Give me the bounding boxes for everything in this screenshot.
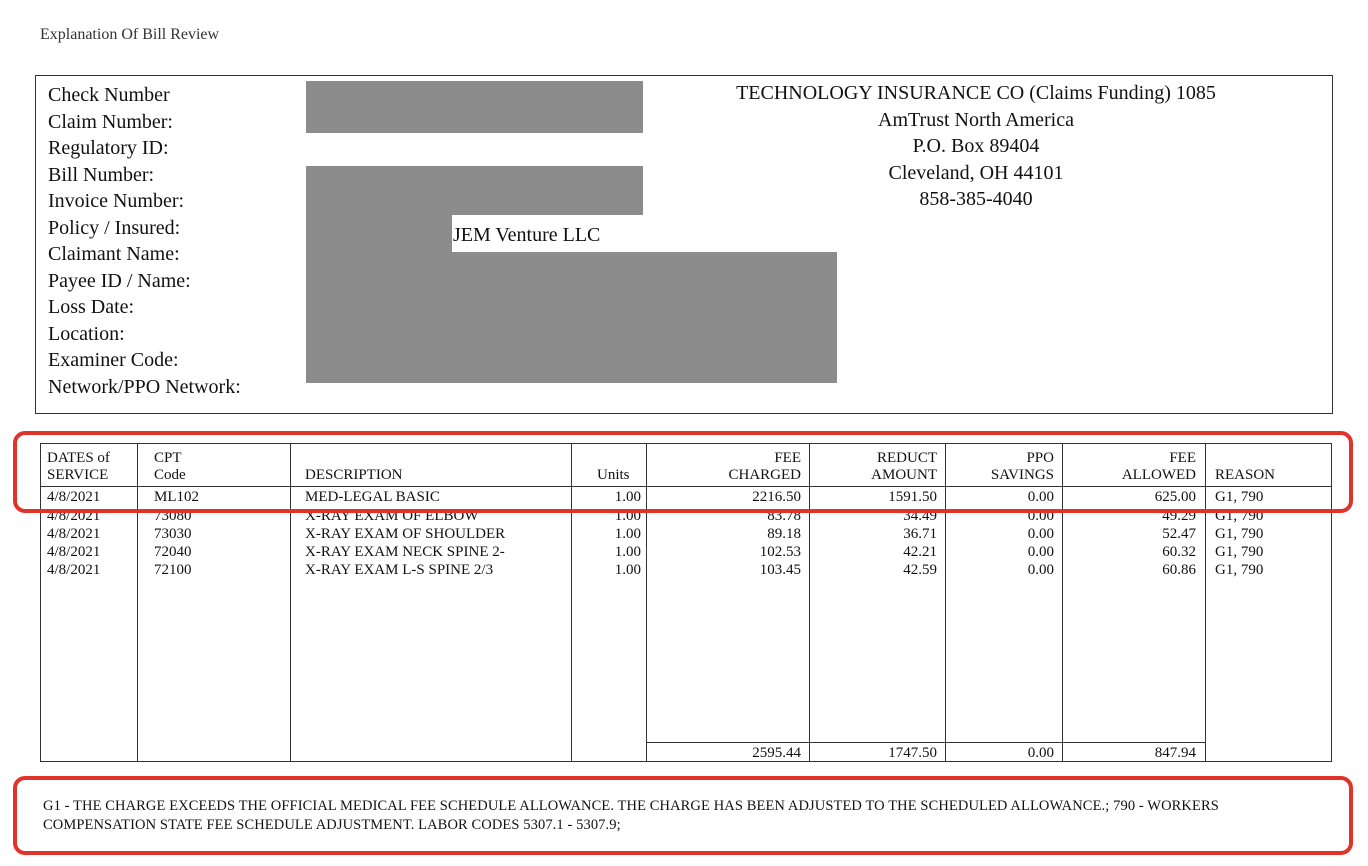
- label-loss-date: Loss Date:: [48, 296, 135, 318]
- cell-fee-charged: 83.78: [767, 508, 801, 524]
- cell-cpt: 72100: [154, 562, 192, 578]
- cell-fee-allowed: 52.47: [1162, 526, 1196, 542]
- label-location: Location:: [48, 322, 125, 345]
- label-bill-number: Bill Number:: [48, 163, 155, 186]
- cell-description: X-RAY EXAM NECK SPINE 2-: [305, 544, 505, 560]
- payer-address: [666, 80, 1286, 213]
- cell-reason: G1, 790: [1215, 544, 1264, 560]
- total-ppo-savings: 0.00: [1027, 745, 1054, 761]
- cell-fee-allowed: 60.32: [1162, 544, 1196, 560]
- cell-reduct-amount: 42.59: [903, 562, 937, 578]
- header-dates-of-service: DATES of SERVICE: [47, 450, 110, 483]
- label-regulatory-id: Regulatory ID:: [48, 137, 169, 159]
- bill-header-box: [35, 75, 1333, 414]
- header-description: DESCRIPTION: [305, 467, 403, 483]
- cell-date: 4/8/2021: [47, 508, 101, 524]
- cell-description: X-RAY EXAM OF SHOULDER: [305, 526, 506, 542]
- total-reduct-amount: 1747.50: [888, 745, 937, 761]
- cell-fee-allowed: 625.00: [1154, 489, 1196, 505]
- payer-city: Cleveland, OH 44101: [888, 161, 1064, 184]
- label-claim-number: Claim Number:: [48, 110, 173, 133]
- payer-company: AmTrust North America: [878, 108, 1074, 131]
- cell-ppo-savings: 0.00: [1027, 526, 1054, 542]
- document-title: Explanation Of Bill Review: [40, 26, 220, 43]
- cell-fee-charged: 2216.50: [752, 489, 801, 505]
- payer-po-box: P.O. Box 89404: [912, 135, 1040, 157]
- table-row: [41, 562, 1331, 578]
- label-policy-insured: Policy / Insured:: [48, 216, 181, 239]
- cell-reason: G1, 790: [1215, 526, 1264, 542]
- header-cpt-code: CPT Code: [154, 450, 186, 483]
- cell-units: 1.00: [614, 526, 641, 542]
- cell-fee-allowed: 49.29: [1162, 508, 1196, 524]
- cell-cpt: 73030: [154, 526, 192, 542]
- payer-name: TECHNOLOGY INSURANCE CO (Claims Funding) 1085: [736, 82, 1216, 104]
- table-row: [41, 544, 1331, 560]
- header-labels: [48, 82, 241, 400]
- cell-reason: G1, 790: [1215, 489, 1264, 505]
- cell-ppo-savings: 0.00: [1027, 489, 1054, 505]
- header-reduct-amount: REDUCT AMOUNT: [871, 450, 937, 483]
- redaction-check-claim: [306, 81, 643, 133]
- label-check-number: Check Number: [48, 84, 170, 106]
- cell-cpt: 72040: [154, 544, 192, 560]
- cell-ppo-savings: 0.00: [1027, 562, 1054, 578]
- cell-ppo-savings: 0.00: [1027, 508, 1054, 524]
- table-row: [41, 526, 1331, 542]
- header-units: Units: [597, 467, 630, 483]
- label-claimant-name: Claimant Name:: [48, 243, 180, 265]
- cell-fee-allowed: 60.86: [1162, 562, 1196, 578]
- cell-cpt: 73080: [154, 508, 192, 524]
- reason-code-explanation: G1 - THE CHARGE EXCEEDS THE OFFICIAL MEDICAL FEE SCHEDULE ALLOWANCE. THE CHARGE HAS BEEN ADJUSTED TO THE SCHEDULED ALLOWANCE.; 790 - WORKERS COMPENSATION STATE FEE SCHEDULE ADJUSTMENT. LABOR CODES 5307.1 - 5307.9;: [43, 798, 1219, 833]
- cell-description: MED-LEGAL BASIC: [305, 489, 440, 505]
- cell-reduct-amount: 42.21: [903, 544, 937, 560]
- total-fee-allowed: 847.94: [1154, 745, 1196, 761]
- cell-date: 4/8/2021: [47, 562, 101, 578]
- cell-fee-charged: 102.53: [759, 544, 801, 560]
- redaction-bill-invoice: [306, 166, 643, 215]
- cell-date: 4/8/2021: [47, 544, 101, 560]
- cell-fee-charged: 89.18: [767, 526, 801, 542]
- cell-units: 1.00: [614, 544, 641, 560]
- cell-reason: G1, 790: [1215, 562, 1264, 578]
- header-fee-charged: FEE CHARGED: [728, 450, 801, 483]
- cell-date: 4/8/2021: [47, 526, 101, 542]
- cell-reduct-amount: 34.49: [903, 508, 937, 524]
- label-network: Network/PPO Network:: [48, 375, 241, 398]
- label-payee: Payee ID / Name:: [48, 269, 191, 292]
- payer-phone: 858-385-4040: [919, 188, 1033, 210]
- cell-ppo-savings: 0.00: [1027, 544, 1054, 560]
- cell-reduct-amount: 1591.50: [888, 489, 937, 505]
- cell-units: 1.00: [614, 508, 641, 524]
- redaction-policy-left: [306, 215, 452, 252]
- redaction-claimant-details: [306, 252, 837, 383]
- policy-insured-value: JEM Venture LLC: [453, 224, 601, 246]
- total-fee-charged: 2595.44: [752, 745, 801, 761]
- highlight-first-row: [13, 431, 1353, 513]
- cell-cpt: ML102: [154, 489, 199, 505]
- header-fee-allowed: FEE ALLOWED: [1121, 450, 1196, 483]
- cell-reduct-amount: 36.71: [903, 526, 937, 542]
- header-reason: REASON: [1215, 467, 1276, 483]
- cell-units: 1.00: [614, 562, 641, 578]
- label-examiner-code: Examiner Code:: [48, 349, 179, 371]
- cell-units: 1.00: [614, 489, 641, 505]
- label-invoice-number: Invoice Number:: [48, 190, 185, 212]
- cell-fee-charged: 103.45: [759, 562, 801, 578]
- cell-description: X-RAY EXAM OF ELBOW: [305, 508, 479, 524]
- header-ppo-savings: PPO SAVINGS: [990, 450, 1054, 483]
- cell-date: 4/8/2021: [47, 489, 101, 505]
- cell-reason: G1, 790: [1215, 508, 1264, 524]
- cell-description: X-RAY EXAM L-S SPINE 2/3: [305, 562, 494, 578]
